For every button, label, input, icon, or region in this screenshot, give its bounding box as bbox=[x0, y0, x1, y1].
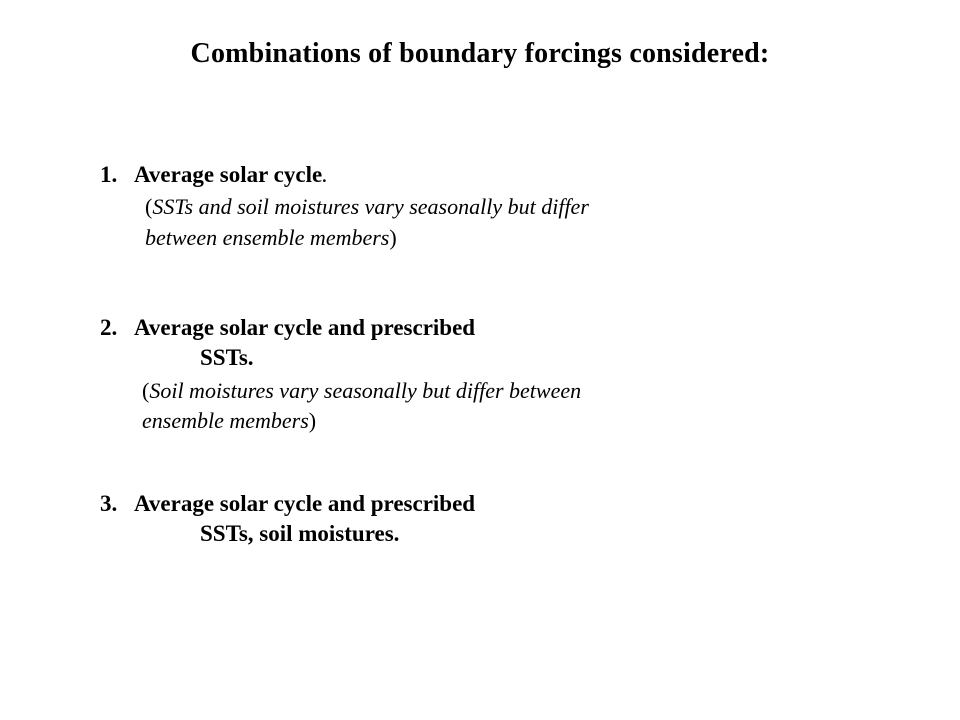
list-item-heading-period: . bbox=[322, 167, 327, 186]
forcing-combinations-list bbox=[100, 160, 660, 593]
list-item-heading-text: Average solar cycle bbox=[134, 162, 323, 187]
list-item bbox=[100, 160, 660, 253]
list-item-heading-line2: SSTs. bbox=[200, 345, 254, 371]
list-item-heading-line2: SSTs, soil moistures. bbox=[200, 520, 400, 546]
list-item-heading-text: Average solar cycle and prescribed bbox=[134, 490, 476, 516]
list-item-note bbox=[100, 192, 660, 253]
list-item-heading-text: Average solar cycle and prescribed bbox=[134, 315, 476, 341]
note-open-paren: ( bbox=[142, 377, 150, 403]
note-text: Soil moistures vary seasonally but differ between ensemble members bbox=[142, 377, 582, 434]
list-item bbox=[100, 313, 660, 436]
list-item bbox=[100, 489, 660, 550]
list-item-heading bbox=[100, 160, 660, 190]
list-item-number: 2. bbox=[100, 315, 118, 341]
page-title: Combinations of boundary forcings considered: bbox=[190, 38, 770, 69]
note-close-paren: ) bbox=[308, 408, 317, 434]
list-item-heading bbox=[100, 313, 660, 343]
list-item-number: 1. bbox=[100, 162, 118, 187]
note-open-paren: ( bbox=[145, 194, 153, 220]
list-item-heading bbox=[100, 489, 660, 519]
note-close-paren: ) bbox=[389, 224, 397, 250]
list-item-number: 3. bbox=[100, 490, 118, 516]
list-item-note bbox=[100, 376, 660, 437]
note-text: SSTs and soil moistures vary seasonally but differ between ensemble members bbox=[145, 194, 589, 250]
